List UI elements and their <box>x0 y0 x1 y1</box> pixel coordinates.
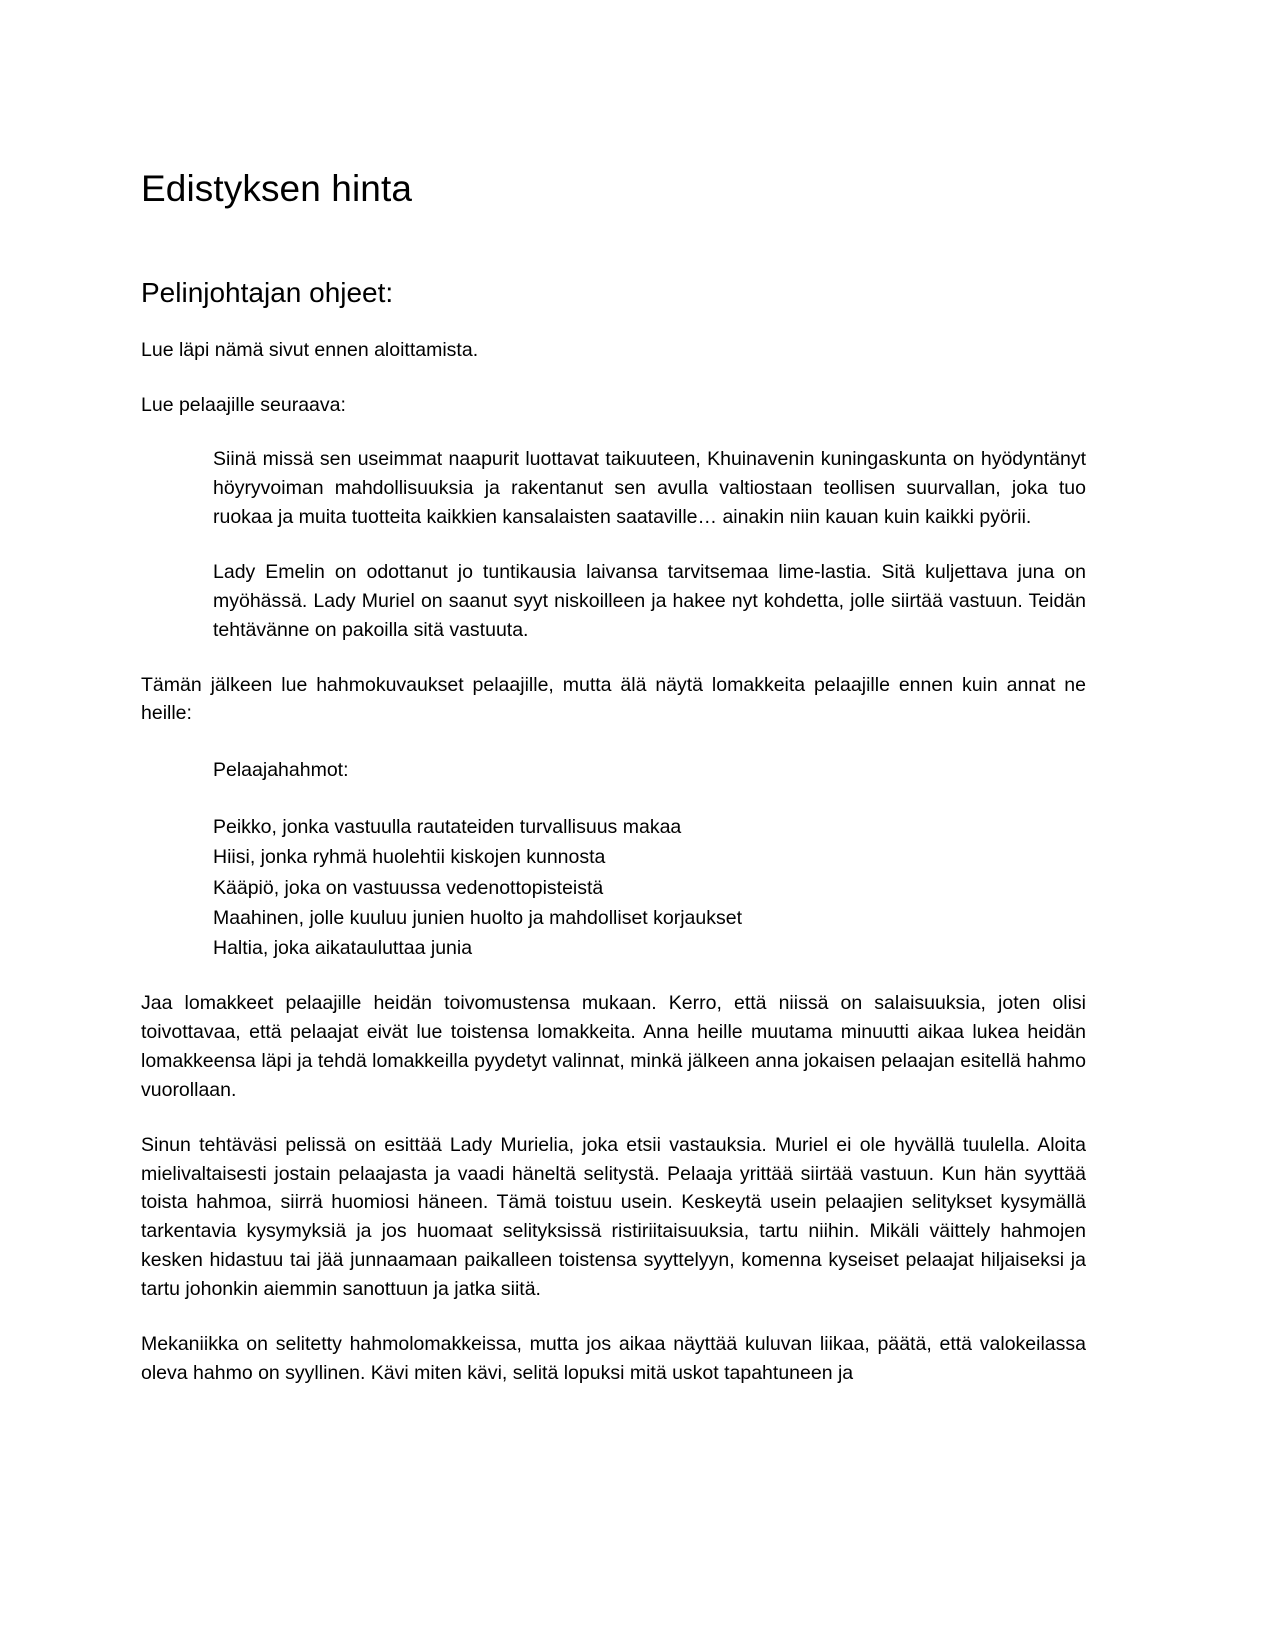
after-quote-paragraph: Tämän jälkeen lue hahmokuvaukset pelaajille, mutta älä näytä lomakkeita pelaajille ennen kuin annat ne heille: <box>141 673 1086 725</box>
list-item: Kääpiö, joka on vastuussa vedenottopisteistä <box>213 876 604 899</box>
body-paragraph-gm-role: Sinun tehtäväsi pelissä on esittää Lady Murielia, joka etsii vastauksia. Muriel ei ole hyvällä tuulella. Aloita mielivaltaisesti jostain pelaajasta ja vaadi häneltä selitystä. Pelaaja yrittää siirtää vastuun. Kun hän syyttää toista hahmoa, siirrä huomiosi häneen. Tämä toistuu usein. Keskeytä usein pelaajien selitykset kysymällä tarkentavia kysymyksiä ja jos huomaat selityksissä ristiriitaisuuksia, tartu niihin. Mikäli väittely hahmojen kesken hidastuu tai jää junnaamaan paikalleen toistensa syyttelyyn, komenna kyseiset pelaajat hiljaiseksi ja tartu johonkin aiemmin sanottuun ja jatka siitä. <box>141 1133 1086 1301</box>
list-item: Haltia, joka aikatauluttaa junia <box>213 937 473 960</box>
section-heading-gm-instructions: Pelinjohtajan ohjeet: <box>141 276 394 308</box>
list-item: Maahinen, jolle kuuluu junien huolto ja mahdolliset korjaukset <box>213 906 742 929</box>
character-list <box>213 812 1086 963</box>
quote-paragraph-2: Lady Emelin on odottanut jo tuntikausia laivansa tarvitsemaa lime-lastia. Sitä kuljettava juna on myöhässä. Lady Muriel on saanut syyt niskoilleen ja hakee nyt kohdetta, jolle siirtää vastuun. Teidän tehtävänne on pakoilla sitä vastuuta. <box>213 561 1086 641</box>
list-item: Peikko, jonka vastuulla rautateiden turvallisuus makaa <box>213 816 682 839</box>
character-list-heading: Pelaajahahmot: <box>213 759 349 782</box>
player-characters-block <box>141 756 1086 963</box>
document-content <box>141 168 1086 1388</box>
quote-paragraph-1: Siinä missä sen useimmat naapurit luottavat taikuuteen, Khuinavenin kuningaskunta on hyödyntänyt höyryvoiman mahdollisuuksia ja rakentanut sen avulla valtiostaan teollisen suurvallan, joka tuo ruokaa ja muita tuotteita kaikkien kansalaisten saataville… ainakin niin kauan kuin kaikki pyörii. <box>213 448 1086 529</box>
body-paragraph-mechanics: Mekaniikka on selitetty hahmolomakkeissa, mutta jos aikaa näyttää kuluvan liikaa, päätä, että valokeilassa oleva hahmo on syyllinen. Kävi miten kävi, selitä lopuksi mitä uskot tapahtuneen ja <box>141 1332 1086 1384</box>
intro-line: Lue läpi nämä sivut ennen aloittamista. <box>141 338 479 361</box>
read-aloud-quote-block <box>141 445 1086 644</box>
page-title: Edistyksen hinta <box>141 168 413 209</box>
body-paragraph-handouts: Jaa lomakkeet pelaajille heidän toivomustensa mukaan. Kerro, että niissä on salaisuuksia, joten olisi toivottavaa, että pelaajat eivät lue toistensa lomakkeita. Anna heille muutama minuutti aikaa lukea heidän lomakkeensa läpi ja tehdä lomakkeilla pyydetyt valinnat, minkä jälkeen anna jokaisen pelaajan esitellä hahmo vuorollaan. <box>141 992 1086 1101</box>
list-item: Hiisi, jonka ryhmä huolehtii kiskojen kunnosta <box>213 846 606 869</box>
read-aloud-cue: Lue pelaajille seuraava: <box>141 393 346 416</box>
